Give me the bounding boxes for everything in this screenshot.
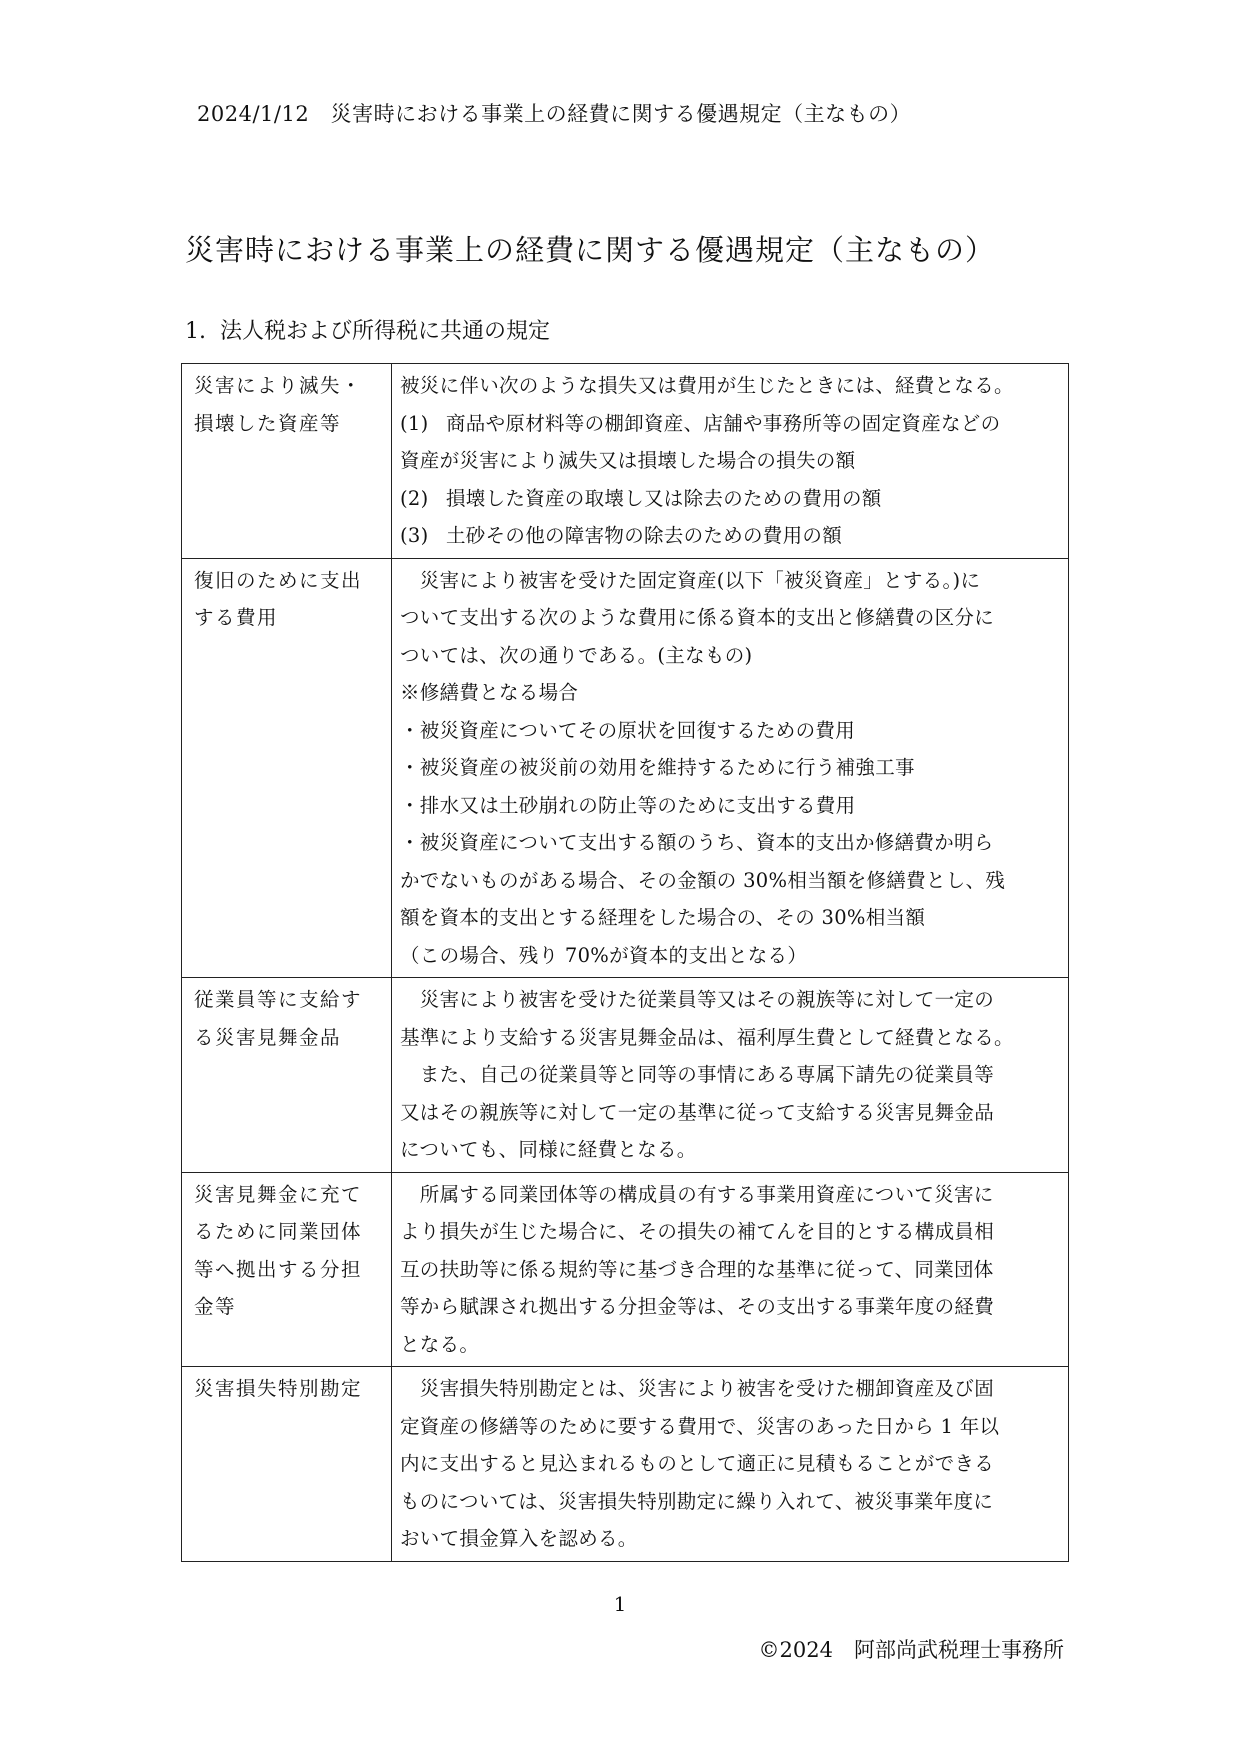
body-line: おいて損金算入を認める。 <box>400 1527 638 1550</box>
copyright-notice: ©2024 阿部尚武税理士事務所 <box>758 1638 1064 1662</box>
row-label-cell <box>182 1172 392 1367</box>
body-line: ・被災資産の被災前の効用を維持するために行う補強工事 <box>400 756 915 779</box>
row-body-cell <box>392 1367 1069 1562</box>
row-label-line: 従業員等に支給す <box>194 988 363 1011</box>
section-number: 1. <box>185 319 206 344</box>
row-body-cell <box>392 978 1069 1173</box>
body-line: 所属する同業団体等の構成員の有する事業用資産について災害に <box>400 1182 994 1206</box>
list-item-index: (3) <box>400 524 429 547</box>
table-row <box>182 364 1069 559</box>
section-heading <box>185 314 550 345</box>
list-item-text: 損壊した資産の取壊し又は除去のための費用の額 <box>446 486 882 510</box>
row-label-line: 金等 <box>194 1295 237 1318</box>
row-label-line: する費用 <box>194 606 279 629</box>
body-line: ・被災資産について支出する額のうち、資本的支出か修繕費か明ら <box>400 831 994 854</box>
body-line: 額を資本的支出とする経理をした場合の、その 30%相当額 <box>400 906 926 929</box>
row-label-cell <box>182 1367 392 1562</box>
body-line: ・排水又は土砂崩れの防止等のために支出する費用 <box>400 793 856 817</box>
table-row <box>182 1172 1069 1367</box>
body-line: ・被災資産についてその原状を回復するための費用 <box>400 718 856 742</box>
row-label-line: 災害見舞金に充て <box>194 1182 363 1206</box>
table-row <box>182 1367 1069 1562</box>
list-item-index: (1) <box>400 411 429 435</box>
row-label-line: 災害により滅失・ <box>194 374 363 397</box>
row-label-cell <box>182 364 392 559</box>
body-line: ついては、次の通りである。(主なもの) <box>400 643 753 667</box>
body-line: 内に支出すると見込まれるものとして適正に見積もることができる <box>400 1452 995 1475</box>
list-item <box>400 405 1062 443</box>
rules-table <box>181 363 1069 1562</box>
row-body-cell <box>392 558 1069 978</box>
body-line: 災害損失特別勘定とは、災害により被害を受けた棚卸資産及び固 <box>400 1377 995 1400</box>
body-line: 等から賦課され拠出する分担金等は、その支出する事業年度の経費 <box>400 1295 995 1318</box>
body-line: 災害により被害を受けた従業員等又はその親族等に対して一定の <box>400 988 995 1011</box>
table-row <box>182 978 1069 1173</box>
section-title: 法人税および所得税に共通の規定 <box>220 319 551 344</box>
row-body-cell <box>392 1172 1069 1367</box>
list-item-index: (2) <box>400 486 429 510</box>
list-item-text: 土砂その他の障害物の除去のための費用の額 <box>446 524 843 547</box>
row-label-line: 災害損失特別勘定 <box>194 1377 363 1400</box>
page-number: 1 <box>613 1592 627 1616</box>
body-line: 基準により支給する災害見舞金品は、福利厚生費として経費となる。 <box>400 1025 1014 1049</box>
body-line: ものについては、災害損失特別勘定に繰り入れて、被災事業年度に <box>400 1489 994 1513</box>
body-line: より損失が生じた場合に、その損失の補てんを目的とする構成員相 <box>400 1220 995 1243</box>
body-line: ついて支出する次のような費用に係る資本的支出と修繕費の区分に <box>400 606 995 629</box>
running-header: 2024/1/12 災害時における事業上の経費に関する優遇規定（主なもの） <box>197 102 912 126</box>
row-label-cell <box>182 558 392 978</box>
body-line: となる。 <box>400 1332 480 1356</box>
list-item-continuation: 資産が災害により滅失又は損壊した場合の損失の額 <box>400 449 856 472</box>
row-label-line: 等へ拠出する分担 <box>194 1257 363 1281</box>
body-line: また、自己の従業員等と同等の事情にある専属下請先の従業員等 <box>400 1063 995 1086</box>
table-row <box>182 558 1069 978</box>
row-label-line: る災害見舞金品 <box>194 1025 342 1049</box>
row-intro: 被災に伴い次のような損失又は費用が生じたときには、経費となる。 <box>400 374 1014 397</box>
body-line: 又はその親族等に対して一定の基準に従って支給する災害見舞金品 <box>400 1100 995 1124</box>
body-line: についても、同様に経費となる。 <box>400 1138 697 1161</box>
row-label-line: 復旧のために支出 <box>194 568 363 592</box>
list-item-text: 商品や原材料等の棚卸資産、店舗や事務所等の固定資産などの <box>446 411 1001 435</box>
row-label-cell <box>182 978 392 1173</box>
list-item <box>400 480 1062 518</box>
row-label-line: るために同業団体 <box>194 1220 363 1243</box>
body-line: 定資産の修繕等のために要する費用で、災害のあった日から 1 年以 <box>400 1414 1000 1438</box>
body-line: かでないものがある場合、その金額の 30%相当額を修繕費とし、残 <box>400 868 1006 892</box>
row-label-line: 損壊した資産等 <box>194 411 342 435</box>
list-item <box>400 517 1062 555</box>
body-line: ※修繕費となる場合 <box>400 681 579 704</box>
page-title: 災害時における事業上の経費に関する優遇規定（主なもの） <box>185 233 996 267</box>
row-body-cell <box>392 364 1069 559</box>
body-line: （この場合、残り 70%が資本的支出となる） <box>400 943 808 967</box>
body-line: 災害により被害を受けた固定資産(以下「被災資産」とする。)に <box>400 568 981 592</box>
body-line: 互の扶助等に係る規約等に基づき合理的な基準に従って、同業団体 <box>400 1257 994 1281</box>
